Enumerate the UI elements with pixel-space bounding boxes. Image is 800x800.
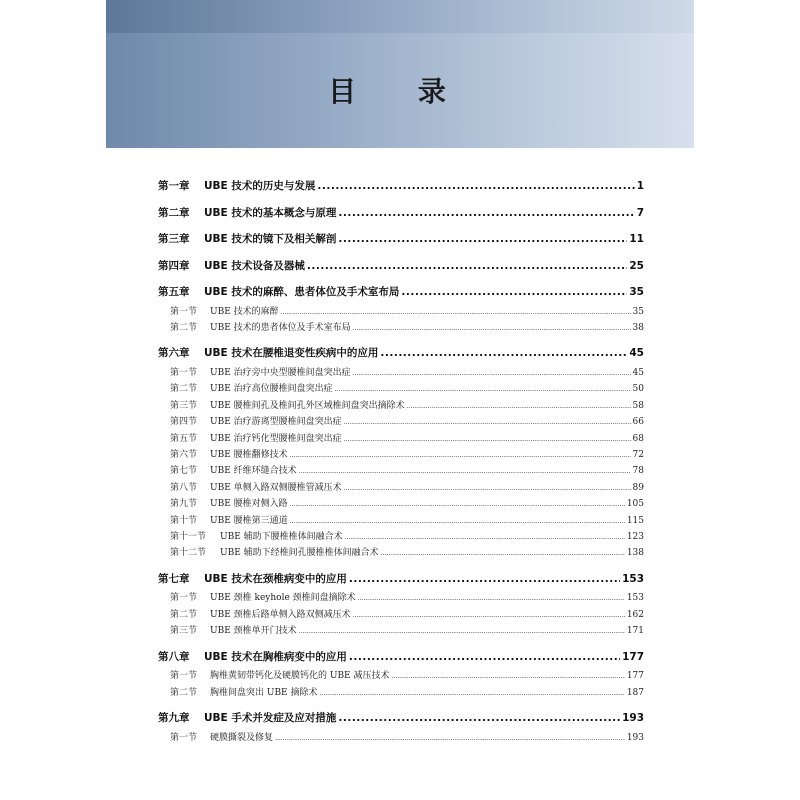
chapter-title: UBE 技术在腰椎退变性疾病中的应用 <box>204 347 379 360</box>
dot-leader <box>320 688 625 698</box>
section-title: UBE 治疗钙化型腰椎间盘突出症 <box>210 433 342 444</box>
section-title: UBE 技术的患者体位及手术室布局 <box>210 322 351 333</box>
toc-section-row[interactable] <box>170 668 644 681</box>
toc-chapter-row[interactable] <box>158 231 644 246</box>
toc-section-row[interactable] <box>170 398 644 411</box>
section-label: 第一节 <box>170 671 198 682</box>
dot-leader <box>349 573 620 585</box>
dot-leader <box>290 450 631 460</box>
dot-leader <box>353 610 625 620</box>
toc-chapter-row[interactable] <box>158 710 644 725</box>
chapter-title: UBE 技术设备及器械 <box>204 259 305 272</box>
section-page-number: 35 <box>632 306 644 317</box>
section-page-number: 72 <box>632 449 644 460</box>
dot-leader <box>275 733 625 743</box>
chapter-label: 第九章 <box>158 712 190 724</box>
section-label: 第三节 <box>170 400 198 411</box>
section-title: UBE 治疗高位腰椎间盘突出症 <box>210 384 333 395</box>
toc-section-row[interactable] <box>170 545 644 558</box>
chapter-label: 第一章 <box>158 180 190 192</box>
dot-leader <box>335 384 631 394</box>
toc-chapter-row[interactable] <box>158 178 644 193</box>
chapter-label: 第四章 <box>158 259 190 272</box>
section-page-number: 162 <box>626 609 644 620</box>
section-title: UBE 纤维环缝合技术 <box>210 466 297 477</box>
dot-leader <box>338 712 620 724</box>
section-page-number: 58 <box>632 400 644 411</box>
dot-leader <box>401 286 627 298</box>
toc-section-row[interactable] <box>170 623 644 636</box>
section-page-number: 187 <box>626 687 644 698</box>
section-label: 第九节 <box>170 499 198 510</box>
toc-section-row[interactable] <box>170 730 644 743</box>
chapter-label: 第六章 <box>158 347 190 360</box>
section-title: UBE 治疗旁中央型腰椎间盘突出症 <box>210 367 351 378</box>
chapter-label: 第三章 <box>158 233 190 245</box>
chapter-title: UBE 技术的麻醉、患者体位及手术室布局 <box>204 286 400 298</box>
section-page-number: 171 <box>626 626 644 637</box>
header-banner-top-stripe <box>106 0 694 33</box>
dot-leader <box>290 516 625 526</box>
toc-section-row[interactable] <box>170 590 644 603</box>
section-page-number: 153 <box>626 593 644 604</box>
section-label: 第四节 <box>170 417 198 428</box>
toc-chapter-row[interactable] <box>158 649 644 664</box>
section-title: UBE 单侧入路双侧腰椎管减压术 <box>210 482 342 493</box>
chapter-title: UBE 技术的基本概念与原理 <box>204 206 337 219</box>
chapter-page-number: 193 <box>622 712 644 724</box>
section-page-number: 105 <box>626 499 644 510</box>
section-title: UBE 腰椎对侧入路 <box>210 499 288 510</box>
toc-section-row[interactable] <box>170 685 644 698</box>
section-title: UBE 颈椎后路单侧入路双侧减压术 <box>210 609 351 620</box>
section-page-number: 45 <box>632 367 644 378</box>
dot-leader <box>307 260 628 272</box>
toc-section-row[interactable] <box>170 365 644 378</box>
dot-leader <box>344 483 631 493</box>
section-page-number: 177 <box>626 671 644 682</box>
toc-section-row[interactable] <box>170 463 644 476</box>
dot-leader <box>299 466 631 476</box>
chapter-title: UBE 技术的历史与发展 <box>204 180 316 192</box>
section-page-number: 78 <box>632 466 644 477</box>
toc-section-row[interactable] <box>170 513 644 526</box>
dot-leader <box>381 548 625 558</box>
toc-section-row[interactable] <box>170 414 644 427</box>
chapter-page-number: 153 <box>622 572 644 585</box>
toc-section-row[interactable] <box>170 529 644 542</box>
chapter-page-number: 7 <box>636 206 644 219</box>
section-label: 第二节 <box>170 384 198 395</box>
toc-section-row[interactable] <box>170 304 644 317</box>
section-page-number: 50 <box>632 384 644 395</box>
section-title: 胸椎间盘突出 UBE 摘除术 <box>210 687 318 698</box>
section-page-number: 38 <box>632 322 644 333</box>
section-label: 第二节 <box>170 609 198 620</box>
chapter-title: UBE 技术在颈椎病变中的应用 <box>204 572 347 585</box>
section-label: 第一节 <box>170 732 198 743</box>
dot-leader <box>353 323 631 333</box>
chapter-page-number: 35 <box>629 286 644 298</box>
section-label: 第二节 <box>170 322 198 333</box>
section-title: UBE 治疗游离型腰椎间盘突出症 <box>210 417 342 428</box>
dot-leader <box>392 671 625 681</box>
section-title: UBE 颈椎 keyhole 颈椎间盘摘除术 <box>210 593 356 604</box>
section-title: UBE 技术的麻醉 <box>210 306 279 317</box>
chapter-label: 第五章 <box>158 286 190 298</box>
chapter-page-number: 177 <box>622 650 644 663</box>
section-label: 第十一节 <box>170 531 207 542</box>
section-title: 胸椎黄韧带钙化及硬膜钙化的 UBE 减压技术 <box>210 671 390 682</box>
toc-section-row[interactable] <box>170 607 644 620</box>
section-page-number: 66 <box>632 417 644 428</box>
dot-leader <box>345 532 625 542</box>
chapter-title: UBE 手术并发症及应对措施 <box>204 712 337 724</box>
chapter-label: 第八章 <box>158 650 190 663</box>
chapter-page-number: 45 <box>629 347 644 360</box>
section-label: 第十节 <box>170 515 198 526</box>
dot-leader <box>353 368 631 378</box>
dot-leader <box>349 651 620 663</box>
dot-leader <box>338 207 634 219</box>
section-label: 第八节 <box>170 482 198 493</box>
toc-section-row[interactable] <box>170 381 644 394</box>
section-page-number: 68 <box>632 433 644 444</box>
toc-section-row[interactable] <box>170 496 644 509</box>
section-label: 第一节 <box>170 367 198 378</box>
chapter-label: 第七章 <box>158 572 190 585</box>
section-title: UBE 腰椎第三通道 <box>210 515 288 526</box>
section-label: 第五节 <box>170 433 198 444</box>
dot-leader <box>380 347 627 359</box>
chapter-page-number: 11 <box>629 233 644 245</box>
chapter-page-number: 25 <box>629 259 644 272</box>
section-title: UBE 颈椎单开门技术 <box>210 626 297 637</box>
toc-chapter-row[interactable] <box>158 345 644 360</box>
dot-leader <box>344 417 631 427</box>
toc-section-row[interactable] <box>170 447 644 460</box>
section-label: 第十二节 <box>170 548 207 559</box>
toc-section-row[interactable] <box>170 480 644 493</box>
section-page-number: 89 <box>632 482 644 493</box>
section-label: 第三节 <box>170 626 198 637</box>
page-title: 目 录 <box>328 75 472 108</box>
section-label: 第七节 <box>170 466 198 477</box>
section-page-number: 123 <box>626 531 644 542</box>
section-title: UBE 辅助下经椎间孔腰椎椎体间融合术 <box>220 548 379 559</box>
toc-chapter-row[interactable] <box>158 258 644 273</box>
section-title: UBE 腰椎间孔及椎间孔外区域椎间盘突出摘除术 <box>210 400 405 411</box>
toc-section-row[interactable] <box>170 431 644 444</box>
toc-chapter-row[interactable] <box>158 205 644 220</box>
toc-chapter-row[interactable] <box>158 571 644 586</box>
chapter-label: 第二章 <box>158 206 190 219</box>
toc-section-row[interactable] <box>170 320 644 333</box>
toc-chapter-row[interactable] <box>158 284 644 299</box>
section-title: 硬膜撕裂及修复 <box>210 732 274 743</box>
section-page-number: 115 <box>626 515 644 526</box>
dot-leader <box>290 499 625 509</box>
chapter-title: UBE 技术的镜下及相关解剖 <box>204 233 337 245</box>
dot-leader <box>407 401 631 411</box>
chapter-title: UBE 技术在胸椎病变中的应用 <box>204 650 347 663</box>
section-label: 第六节 <box>170 449 198 460</box>
dot-leader <box>299 626 625 636</box>
dot-leader <box>317 180 634 192</box>
section-label: 第一节 <box>170 306 198 317</box>
dot-leader <box>281 307 631 317</box>
chapter-page-number: 1 <box>636 180 644 192</box>
section-label: 第二节 <box>170 687 198 698</box>
section-page-number: 193 <box>626 732 644 743</box>
section-title: UBE 辅助下腰椎椎体间融合术 <box>220 531 343 542</box>
dot-leader <box>358 593 625 603</box>
section-page-number: 138 <box>626 548 644 559</box>
dot-leader <box>338 233 627 245</box>
section-title: UBE 腰椎翻修技术 <box>210 449 288 460</box>
dot-leader <box>344 434 631 444</box>
section-label: 第一节 <box>170 593 198 604</box>
